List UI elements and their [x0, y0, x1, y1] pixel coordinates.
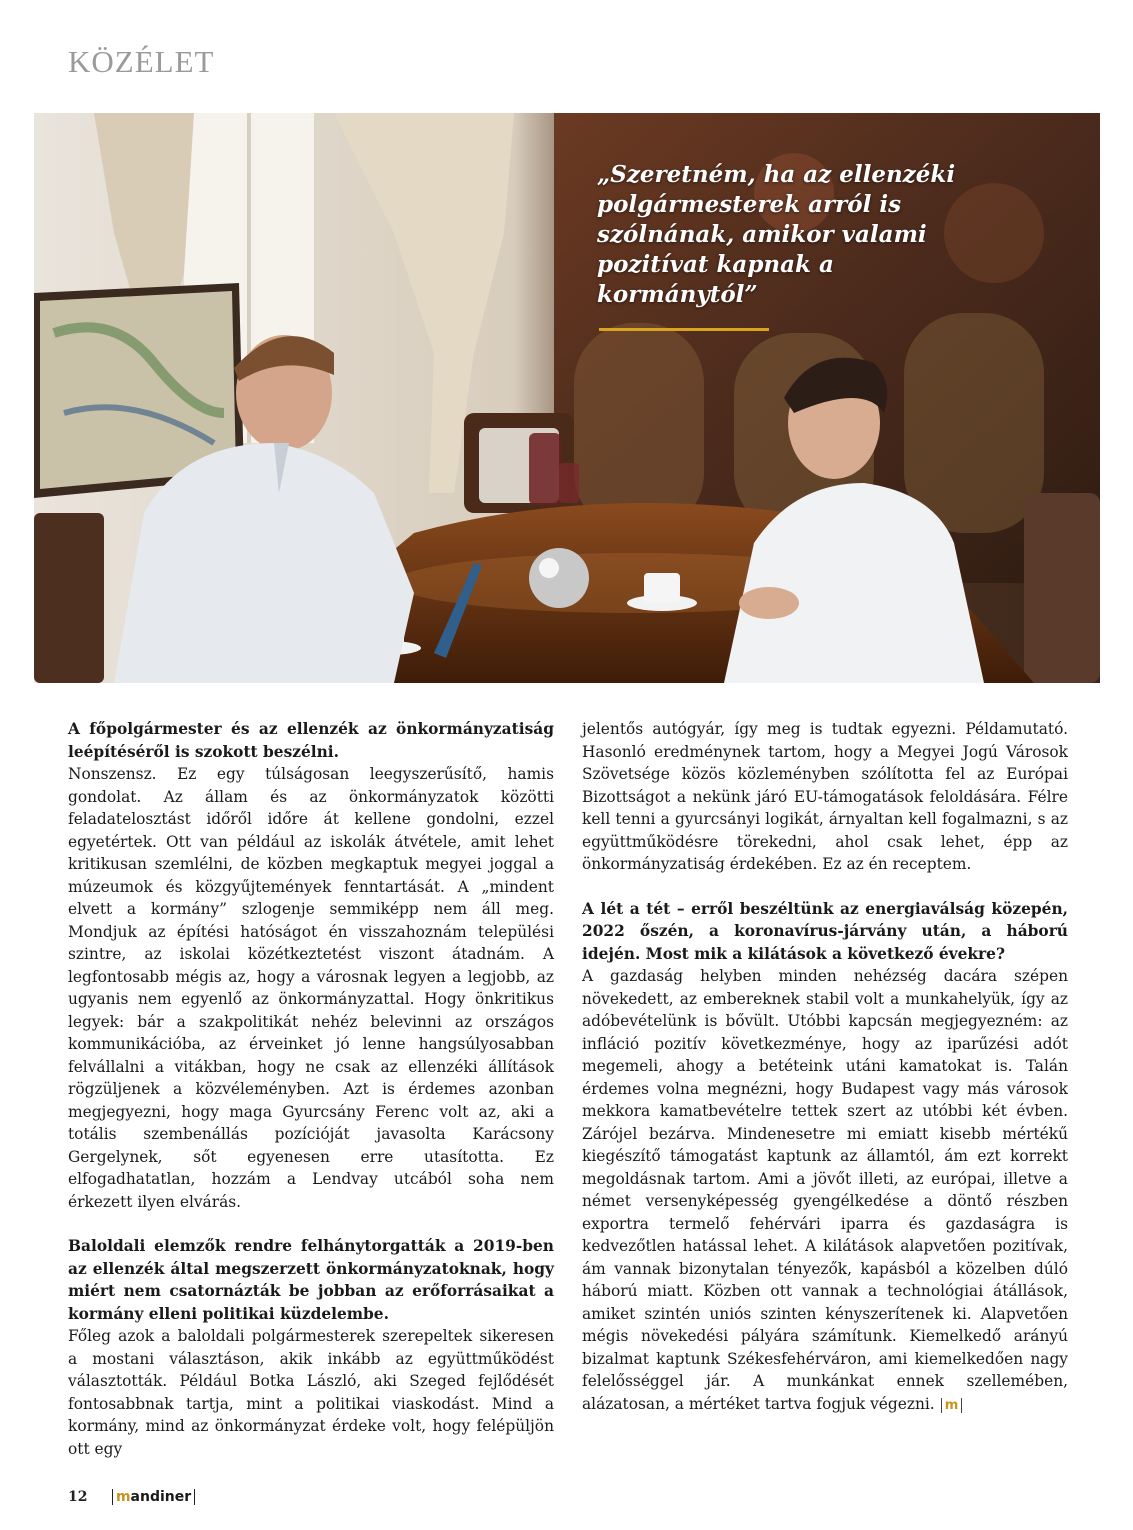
answer-1: Nonszensz. Ez egy túlságosan leegyszerűsítő, hamis gondolat. Az állam és az önkormányzatok közötti feladatelosztást időről időre át kellene gondolni, ezzel egyetértek. Ott van például az iskolák átvétele, amit lehet kritikusan szemlélni, de közben megkaptuk megyei joggal a múzeumok és közgyűjtemények fenntartását. A „mindent elvett a kormány” szlogenje semmiképp nem áll meg. Mondjuk az építési hatóságot én visszahoznám települési szintre, az iskolai közétkeztetést viszont átadnám. A legfontosabb mégis az, hogy a városnak legyen a legjobb, az ugyanis nem egyenlő az önkormányzattal. Hogy önkritikus legyek: bár a szakpolitikát nehéz belevinni az országos kommunikációba, az érveinket jó lenne hangsúlyosabban felvállalni a vitákban, hogy ne csak az ellenzéki állítások rögzüljenek a közvéleményben. Azt is érdemes azonban megjegyezni, hogy maga Gyurcsány Ferenc volt az, aki a totális szembenállás pozícióját javasolta Karácsony Gergelynek, sőt egyenesen erre utasította. Ez elfogadhatatlan, hozzám a Lendvay utcából soha nem érkezett ilyen elvárás.	[68, 765, 554, 1211]
paragraph-gap	[68, 1213, 554, 1235]
question-1: A főpolgármester és az ellenzék az önkormányzatiság leépítéséről is szokott beszélni.	[68, 720, 554, 761]
brand-logo-rest: andiner	[130, 1489, 192, 1505]
answer-2: Főleg azok a baloldali polgármesterek szerepeltek sikeresen a mostani választáson, akik inkább az együttműködést választották. Például Botka László, aki Szeged fejlődését fontosabbnak tartja, mint a politikai viaskodást. Mind a kormány, mind az önkormányzat érdeke volt, hogy felépüljön ott egy	[68, 1327, 554, 1458]
left-column	[68, 718, 554, 1460]
section-label: KÖZÉLET	[68, 44, 215, 79]
answer-2-continued: jelentős autógyár, így meg is tudtak egyezni. Példamutató. Hasonló eredménynek tartom, hogy a Megyei Jogú Városok Szövetsége közös közleményben szólította fel az Európai Bizottságot a nekünk járó EU-támogatások feloldására. Félre kell tenni a gyurcsányi logikát, árnyaltan kell fogalmazni, s az együttműködésre törekedni, ahol csak lehet, épp az önkormányzatiság érdekében. Ez az én receptem.	[582, 720, 1068, 873]
paragraph-gap	[582, 876, 1068, 898]
page-footer	[68, 1486, 195, 1508]
right-column	[582, 718, 1068, 1415]
quote-divider	[599, 328, 769, 331]
question-2: Baloldali elemzők rendre felhánytorgatták a 2019-ben az ellenzék által megszerzett önkormányzatoknak, hogy miért nem csatornázták be jobban az erőforrásaikat a kormány elleni politikai küzdelembe.	[68, 1237, 554, 1323]
pull-quote: „Szeretném, ha az ellenzéki polgármesterek arról is szólnának, amikor valami pozitívat kapnak a kormánytól”	[597, 161, 956, 308]
page-number: 12	[68, 1489, 88, 1505]
end-mark-icon: m	[941, 1398, 963, 1413]
answer-3-text: A gazdaság helyben minden nehézség dacára szépen növekedett, az embereknek stabil volt a munkahelyük, így az adóbevételünk is bővült. Utóbbi kapcsán megjegyezném: az infláció pozitív következménye, hogy az iparűzési adót megemeli, ahogy a betéteink utáni kamatokat is. Talán érdemes volna megnézni, hogy Budapest vagy más városok mekkora kamatbevételre tettek szert az utóbbi két évben. Zárójel bezárva. Mindenesetre mi emiatt kisebb mértékű kiegészítő támogatást kaptunk az államtól, ám ezt korrekt megoldásnak tartom. Ami a jövőt illeti, az európai, illetve a német versenyképesség gyengélkedése a döntő részben exportra termelő fehérvári iparra és gazdaságra is kedvezőtlen hatással lehet. A kilátások alapvetően pozitívak, ám vannak bizonytalan tényezők, kapásból a közelben dúló háború miatt. Közben ott vannak a technológiai átállások, amiket szintén uniós szinten kényszerítenek ki. Alapvetően mégis növekedési pályára számítunk. Kiemelkedő arányú bizalmat kaptunk Székesfehérváron, ami kiemelkedően nagy felelősséggel jár. A munkánkat ennek szellemében, alázatosan, a mértéket tartva fogjuk végezni.	[582, 967, 1068, 1413]
answer-3	[582, 965, 1068, 1415]
brand-logo-m: m	[115, 1489, 131, 1505]
question-3: A lét a tét – erről beszéltünk az energiaválság közepén, 2022 őszén, a koronavírus-járvány után, a háború idején. Most mik a kilátások a következő évekre?	[582, 899, 1068, 963]
brand-logo	[112, 1489, 195, 1505]
